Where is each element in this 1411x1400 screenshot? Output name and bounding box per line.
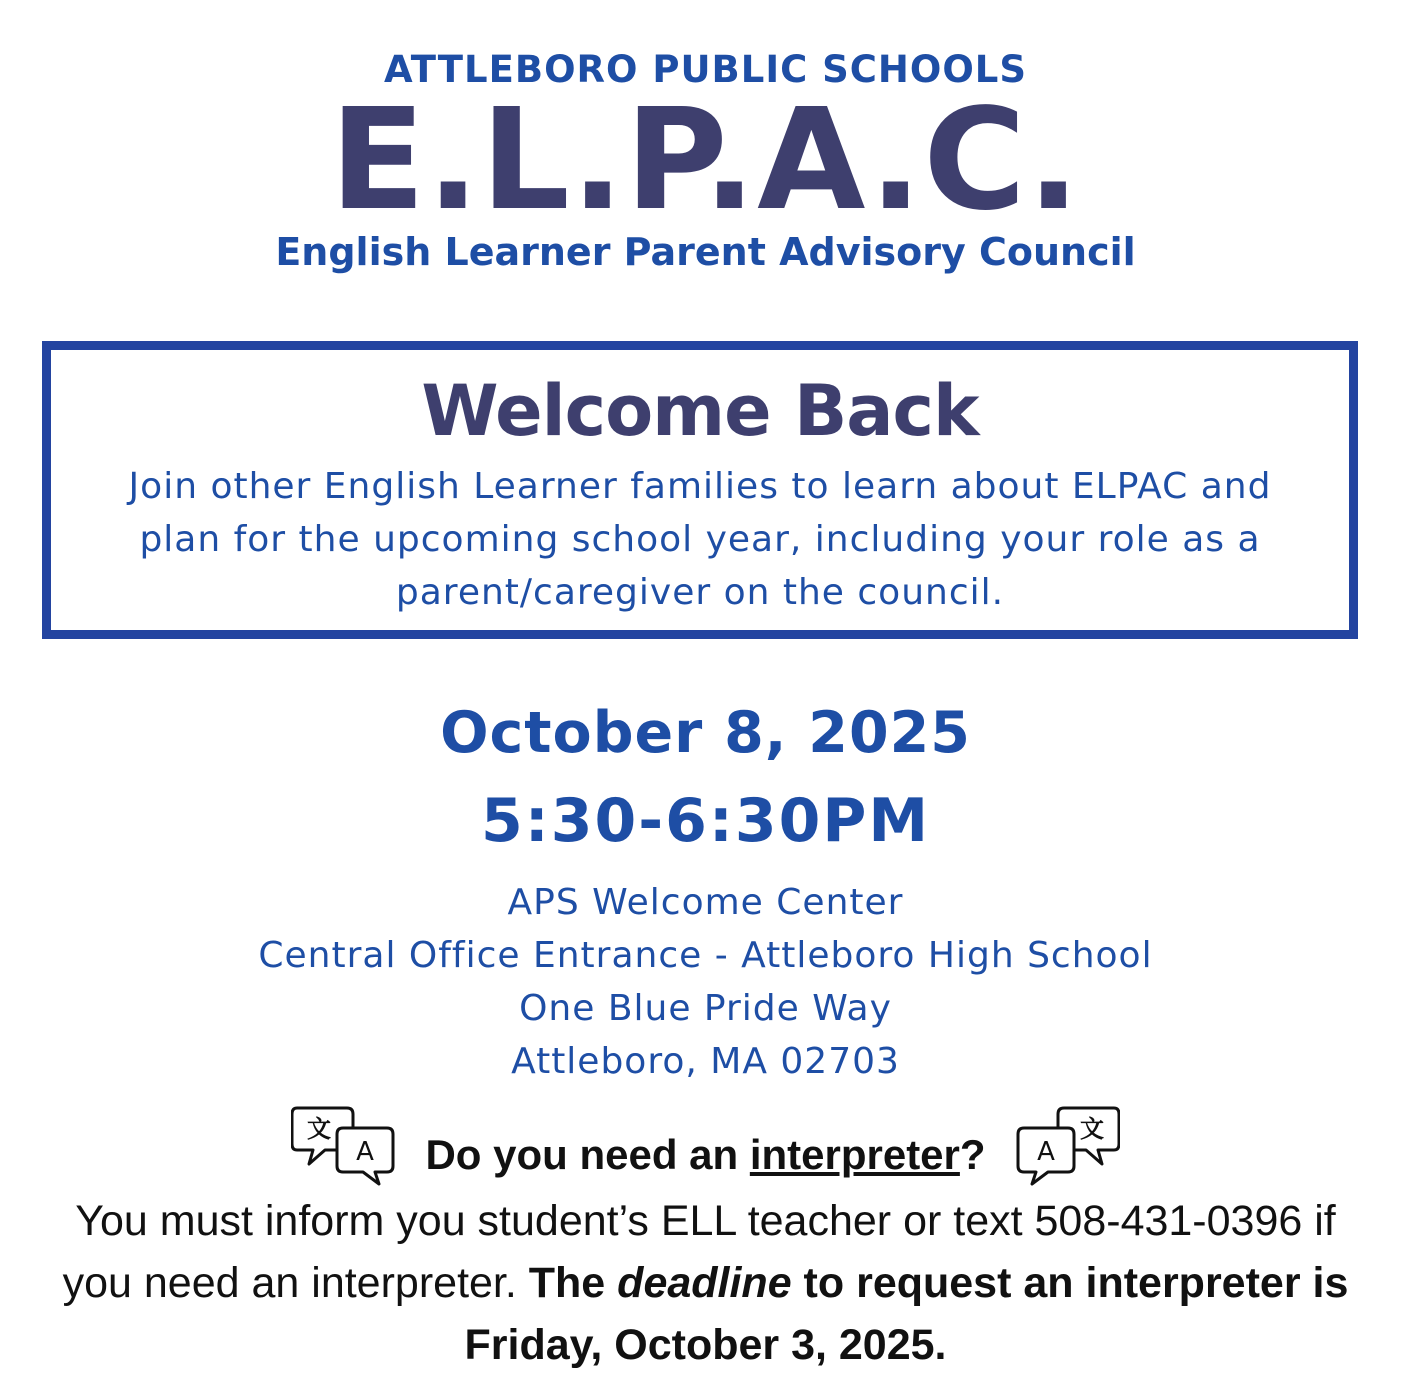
address-line: APS Welcome Center xyxy=(507,882,904,923)
acronym-title: E.L.P.A.C. xyxy=(329,79,1082,242)
address-line: Attleboro, MA 02703 xyxy=(511,1041,900,1082)
interpreter-notice xyxy=(0,1190,1411,1376)
event-time: 5:30-6:30PM xyxy=(480,786,931,856)
address-line: One Blue Pride Way xyxy=(519,988,892,1029)
svg-text:文: 文 xyxy=(307,1115,331,1143)
svg-text:A: A xyxy=(356,1137,374,1167)
interpreter-keyword: interpreter xyxy=(749,1131,960,1178)
welcome-line: Join other English Learner families to learn about ELPAC and xyxy=(128,466,1272,507)
svg-text:A: A xyxy=(1037,1137,1055,1167)
translate-icon xyxy=(291,1104,397,1188)
address-line: Central Office Entrance - Attleboro High School xyxy=(258,935,1153,976)
welcome-line: parent/caregiver on the council. xyxy=(395,572,1005,613)
notice-line: You must inform you student’s ELL teacher or text 508-431-0396 if xyxy=(75,1197,1336,1245)
interpreter-question-row xyxy=(0,1104,1411,1188)
event-date: October 8, 2025 xyxy=(440,700,971,766)
organization-name: ATTLEBORO PUBLIC SCHOOLS xyxy=(383,48,1028,91)
council-name: English Learner Parent Advisory Council xyxy=(275,230,1136,274)
interpreter-question: Do you need an interpreter? xyxy=(425,1131,986,1178)
event-address xyxy=(0,876,1411,1088)
welcome-description xyxy=(91,460,1309,619)
welcome-box xyxy=(42,341,1358,639)
deadline-emphasis: deadline xyxy=(617,1259,792,1307)
welcome-line: plan for the upcoming school year, including your role as a xyxy=(139,519,1261,560)
translate-icon xyxy=(1014,1104,1120,1188)
notice-deadline-date: Friday, October 3, 2025. xyxy=(464,1321,947,1369)
notice-line: you need an interpreter. The deadline to request an interpreter is xyxy=(62,1259,1349,1307)
svg-text:文: 文 xyxy=(1080,1115,1104,1143)
welcome-title: Welcome Back xyxy=(421,370,979,452)
